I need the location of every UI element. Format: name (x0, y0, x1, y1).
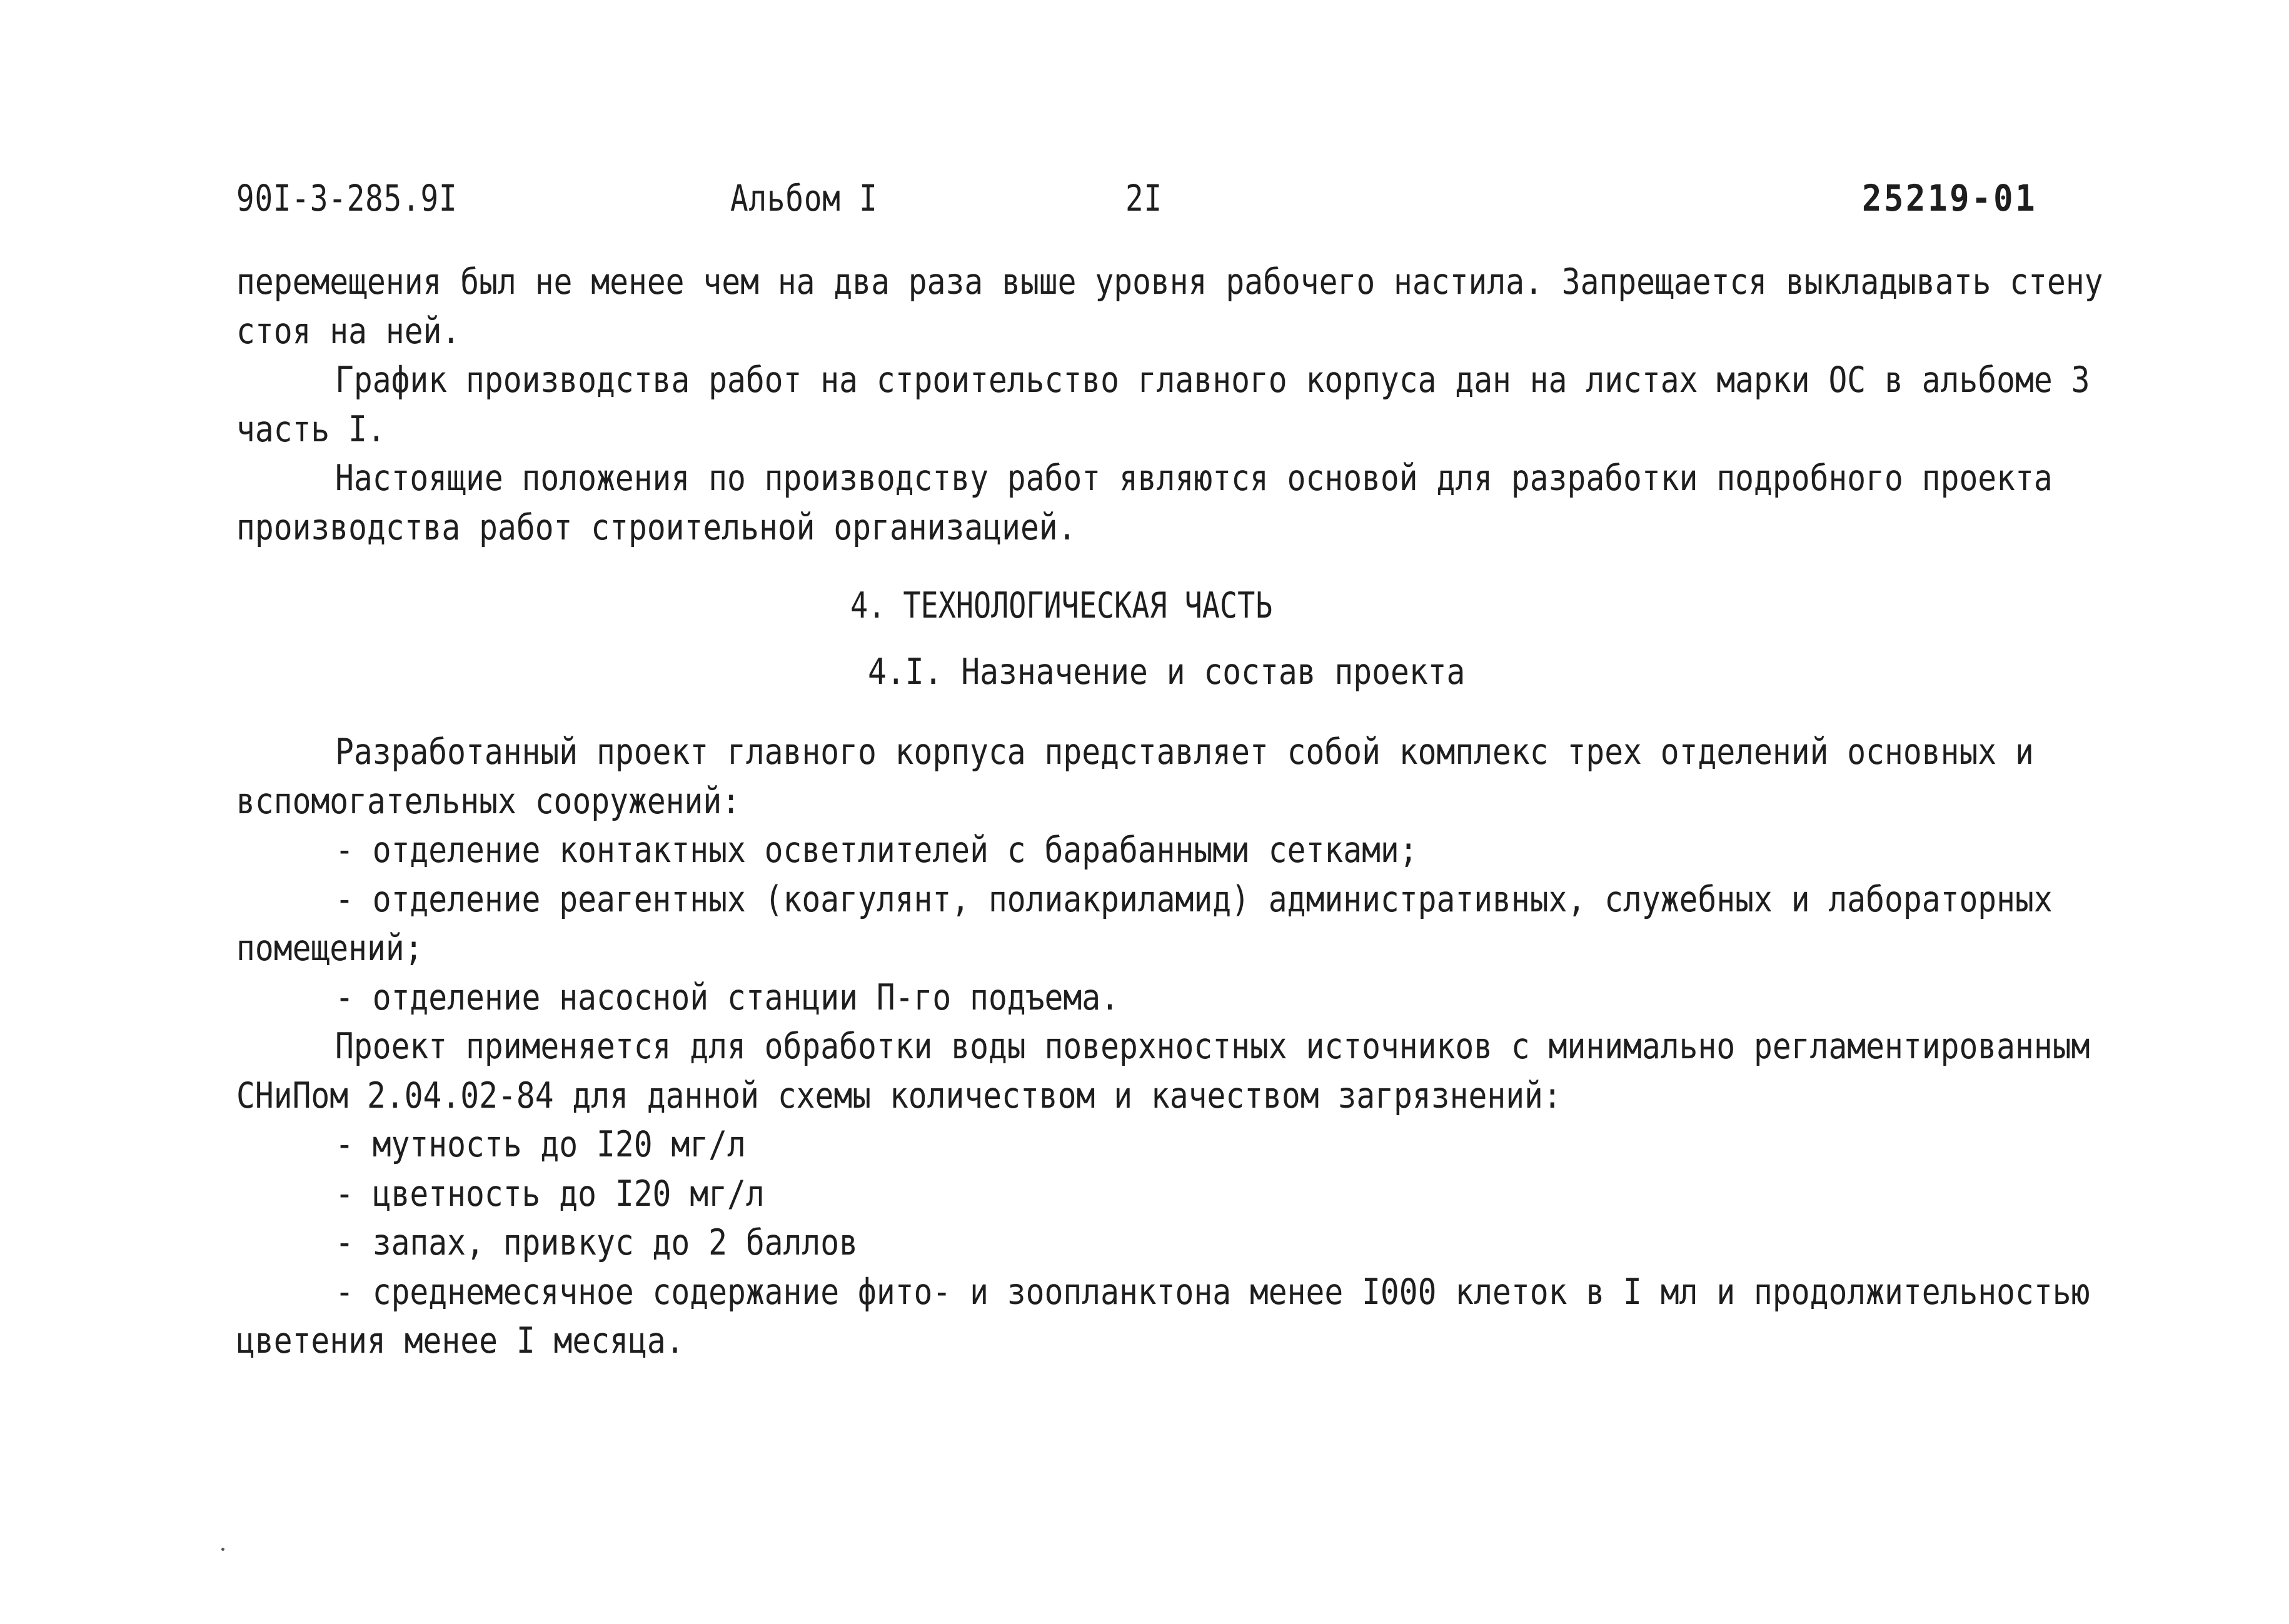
list-item: - отделение насосной станции П-го подъема. (335, 976, 1119, 1018)
text-line: Настоящие положения по производству работ являются основой для разработки подробного проекта (335, 458, 2053, 499)
text-line: производства работ строительной организацией. (236, 506, 1077, 548)
text-line: Проект применяется для обработки воды поверхностных источников с минимально регламентированным (335, 1026, 2090, 1067)
document-body (236, 258, 2206, 1366)
inventory-number: 25219-01 (1862, 177, 2038, 219)
list-item: - запах, привкус до 2 баллов (335, 1222, 858, 1263)
text-line: Разработанный проект главного корпуса представляет собой комплекс трех отделений основных и (335, 731, 2034, 773)
list-item-continuation: цветения менее I месяца. (236, 1320, 685, 1361)
document-code: 90I-3-285.9I (236, 177, 458, 219)
list-item: - мутность до I20 мг/л (335, 1124, 746, 1165)
list-item: - среднемесячное содержание фито- и зоопланктона менее I000 клеток в I мл и продолжительностью (335, 1271, 2090, 1313)
section-subtitle: 4.I. Назначение и состав проекта (868, 651, 1466, 693)
text-line: вспомогательных сооружений: (236, 780, 741, 822)
page-number: 2I (1125, 177, 1162, 219)
text-line: перемещения был не менее чем на два раза выше уровня рабочего настила. Запрещается выкладывать стену (236, 261, 2103, 303)
facility-list (236, 826, 2206, 1022)
text-line: стоя на ней. (236, 310, 461, 352)
list-item: - отделение реагентных (коагулянт, полиакриламид) административных, служебных и лабораторных (335, 878, 2053, 920)
text-line: часть I. (236, 408, 386, 450)
list-item: - цветность до I20 мг/л (335, 1173, 765, 1215)
text-line: СНиПом 2.04.02-84 для данной схемы количеством и качеством загрязнений: (236, 1075, 1562, 1116)
text-line: График производства работ на строительство главного корпуса дан на листах марки ОС в альбоме 3 (335, 359, 2090, 401)
list-item: - отделение контактных осветлителей с барабанными сетками; (335, 830, 1418, 871)
intro-paragraph-1 (236, 258, 2206, 356)
album-label: Альбом I (730, 177, 878, 219)
content-paragraph-1 (236, 728, 2206, 826)
section-title: 4. ТЕХНОЛОГИЧЕСКАЯ ЧАСТЬ (850, 585, 1273, 626)
list-item-continuation: помещений; (236, 928, 423, 969)
intro-paragraph-3 (236, 454, 2206, 552)
intro-paragraph-2 (236, 356, 2206, 454)
contamination-list (236, 1120, 2206, 1366)
content-paragraph-2 (236, 1022, 2206, 1120)
scan-speck (221, 1548, 224, 1551)
